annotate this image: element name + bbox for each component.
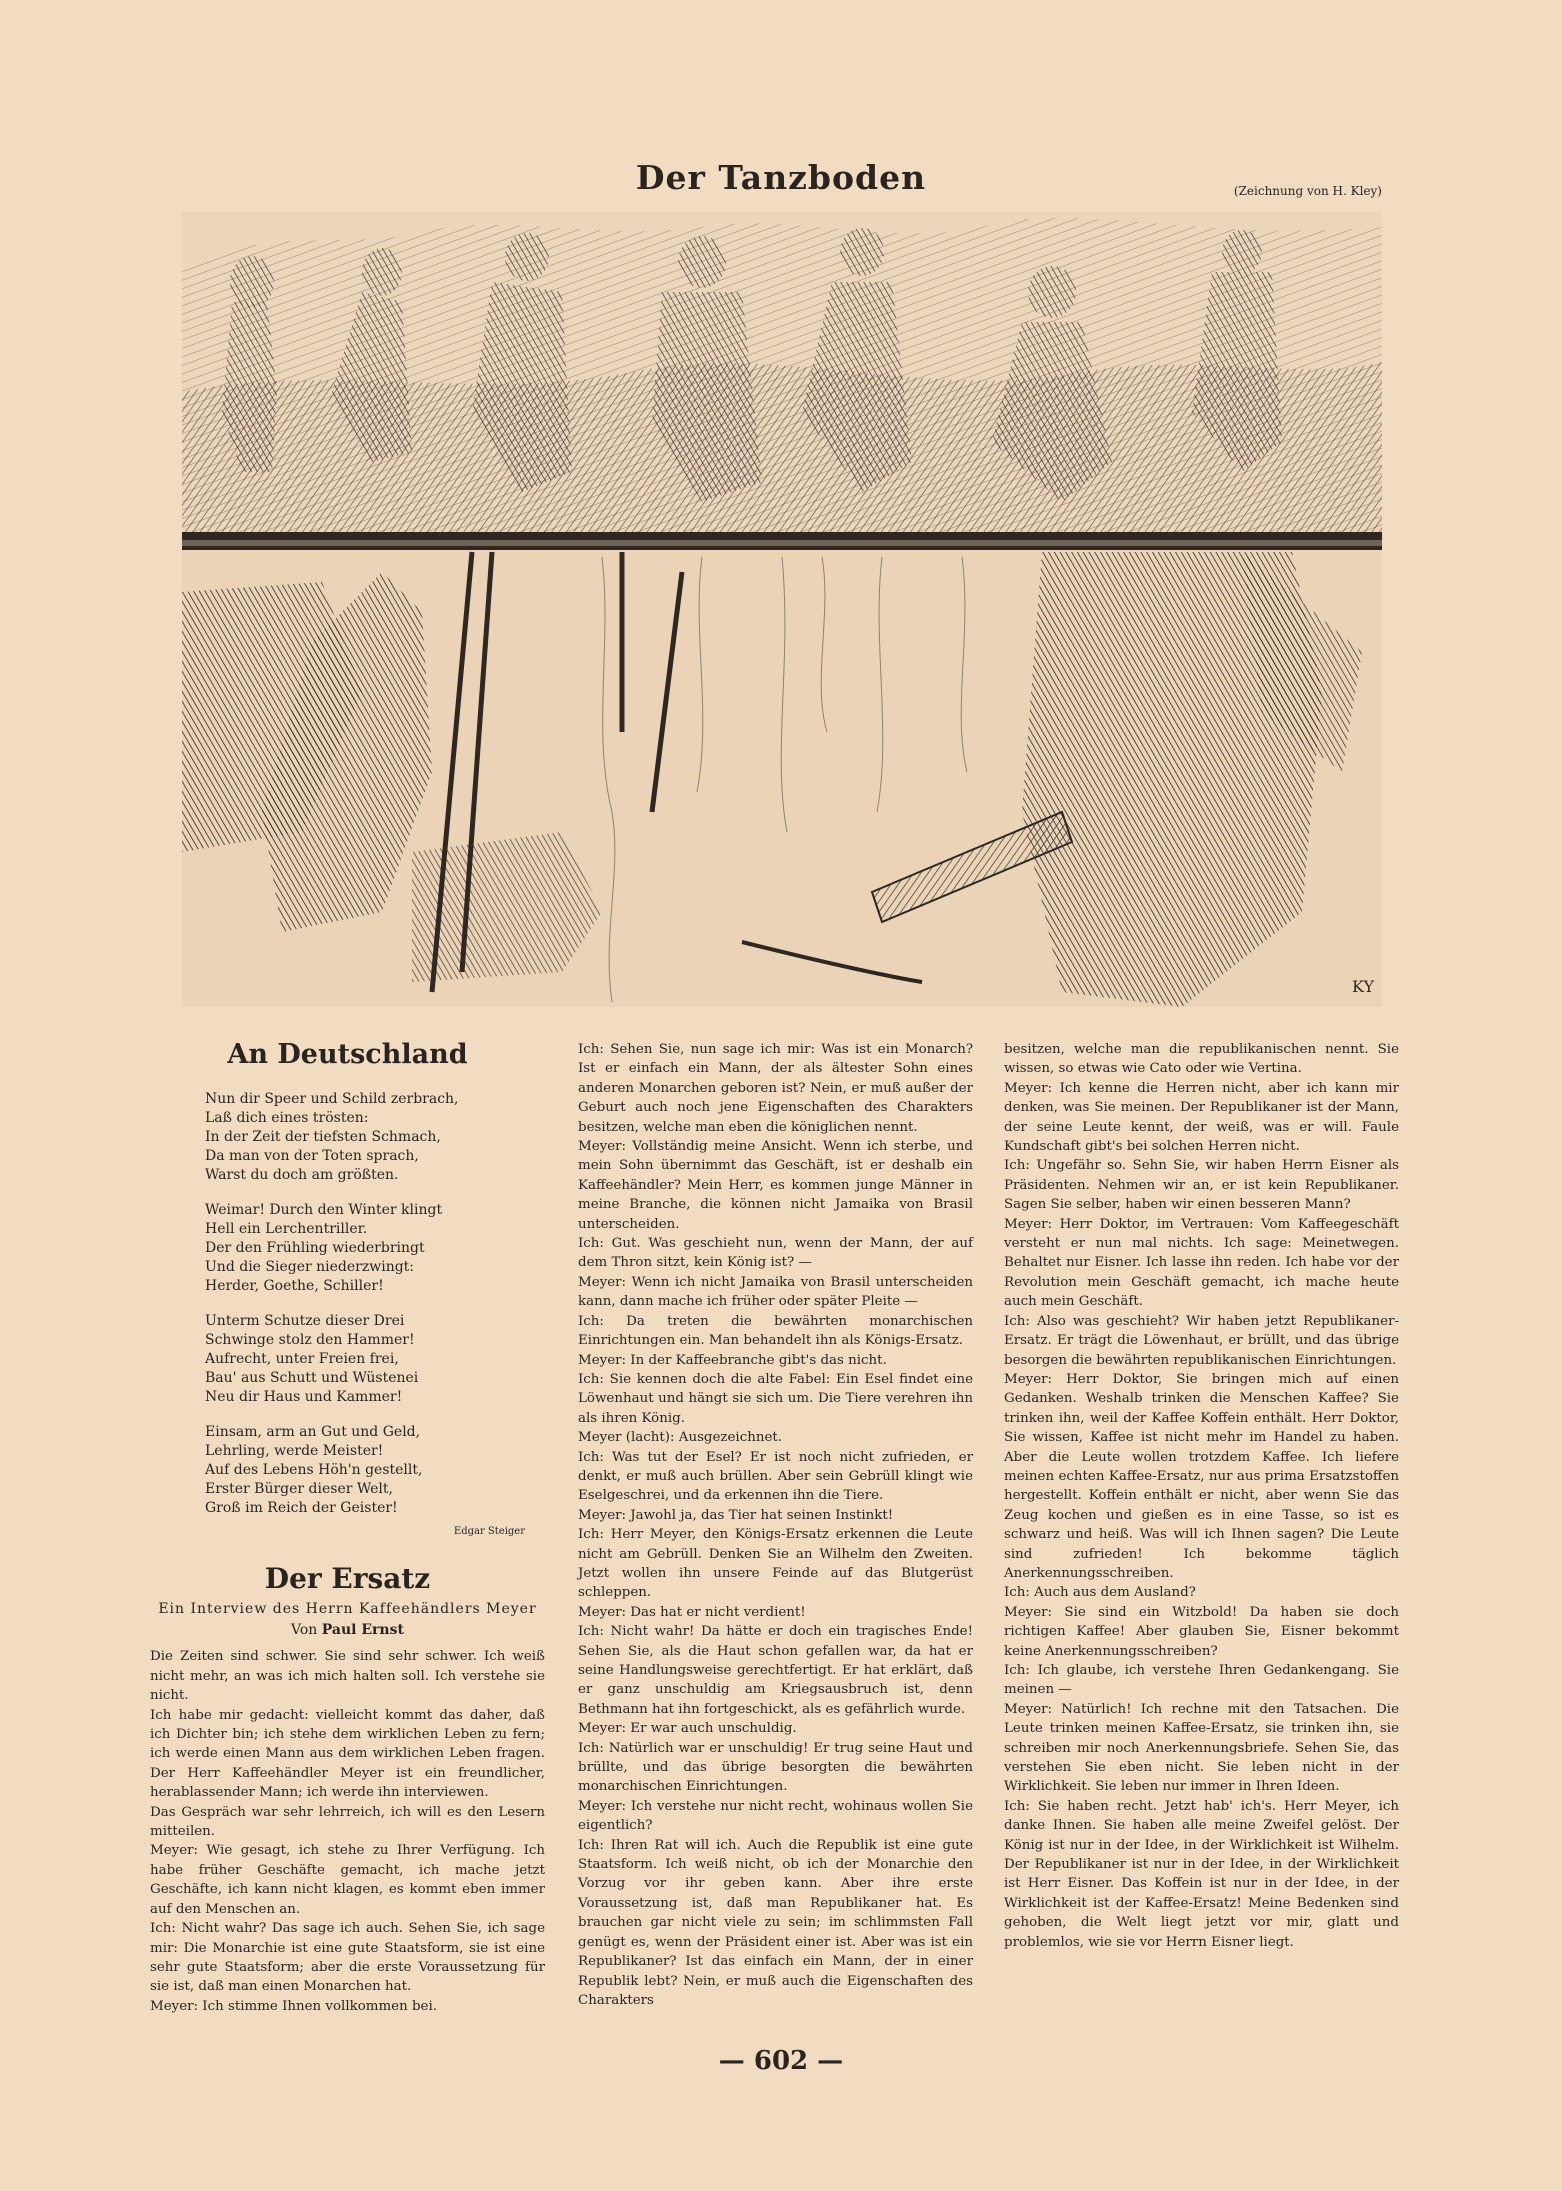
poem-line: Und die Sieger niederzwingt: (205, 1259, 415, 1275)
poem-line: Da man von der Toten sprach, (205, 1148, 419, 1164)
poem-line: Einsam, arm an Gut und Geld, (205, 1424, 421, 1440)
article-paragraph: Meyer: Ich stimme Ihnen vollkommen bei. (150, 1998, 438, 2014)
article-byline (150, 1619, 545, 1641)
article-paragraph: Ich habe mir gedacht: vielleicht kommt das daher, daß ich Dichter bin; ich stehe dem wirklichen Leben zu fern; ich werde einen Mann aus dem wirklichen Leben fragen. Der Herr Kaffeehändler Meyer ist ein freundlicher, herablassender Mann; ich werde ihn interviewen. (150, 1707, 545, 1801)
poem-line: Nun dir Speer und Schild zerbrach, (205, 1091, 459, 1107)
poem-line: Erster Bürger dieser Welt, (205, 1481, 393, 1497)
illustration-title: Der Tanzboden (635, 158, 927, 197)
article-paragraph: Meyer: Wenn ich nicht Jamaika von Brasil unterscheiden kann, dann mache ich früher oder später Pleite — (578, 1274, 973, 1310)
poem-line: Hell ein Lerchentriller. (205, 1221, 368, 1237)
article-paragraph: Meyer (lacht): Ausgezeichnet. (578, 1430, 783, 1446)
article-title: Der Ersatz (264, 1562, 431, 1596)
article-paragraph: Meyer: Wie gesagt, ich stehe zu Ihrer Verfügung. Ich habe früher Geschäfte gemacht, ich mache jetzt Geschäfte, ich kann nicht klagen, es kommt eben immer auf den Menschen an. (150, 1843, 545, 1917)
article-paragraph: Ich: Ich glaube, ich verstehe Ihren Gedankengang. Sie meinen — (1004, 1663, 1399, 1698)
poem-line: Herder, Goethe, Schiller! (205, 1278, 384, 1294)
article-paragraph: Die Zeiten sind schwer. Sie sind sehr schwer. Ich weiß nicht mehr, an was ich mich halten soll. Ich verstehe sie nicht. (150, 1649, 545, 1704)
article-paragraph: Ich: Natürlich war er unschuldig! Er trug seine Haut und brüllte, und das übrige besorgten die bewährten monarchischen Einrichtungen. (578, 1740, 973, 1795)
article-paragraph: Ich: Sie kennen doch die alte Fabel: Ein Esel findet eine Löwenhaut und hängt sie sich um. Die Tiere verehren ihn als ihren König. (578, 1371, 973, 1426)
poem-stanza (205, 1090, 545, 1185)
article-paragraph: Ich: Da treten die bewährten monarchischen Einrichtungen ein. Man behandelt ihn als Königs-Ersatz. (578, 1313, 973, 1349)
article-paragraph: Ich: Also was geschieht? Wir haben jetzt Republikaner-Ersatz. Er trägt die Löwenhaut, er brüllt, und das übrige besorgen die bewährten republikanischen Einrichtungen. (1004, 1313, 1399, 1368)
article-paragraph: Meyer: Ich verstehe nur nicht recht, wohinaus wollen Sie eigentlich? (578, 1798, 973, 1834)
poem-line: Auf des Lebens Höh'n gestellt, (205, 1462, 423, 1478)
article-paragraph: Ich: Ihren Rat will ich. Auch die Republik ist eine gute Staatsform. Ich weiß nicht, ob ich der Monarchie den Vorzug vor ihr geben kann. Aber ihre erste Voraussetzung ist, daß man Republikaner hat. Es brauchen gar nicht viele zu sein; im schlimmsten Fall genügt es, wenn der Präsident einer ist. Aber was ist ein Republikaner? Ist das einfach ein Mann, der in einer Republik lebt? Nein, er muß auch die Eigenschaften des Charakters (578, 1837, 973, 2008)
poem-line: Laß dich eines trösten: (205, 1110, 369, 1126)
article-subtitle: Ein Interview des Herrn Kaffeehändlers Meyer (158, 1601, 537, 1618)
article-paragraph: Meyer: Sie sind ein Witzbold! Da haben sie doch richtigen Kaffee! Aber glauben Sie, Eisner bekommt keine Anerkennungsschreiben? (1004, 1604, 1399, 1659)
article-paragraph: Das Gespräch war sehr lehrreich, ich will es den Lesern mitteilen. (150, 1804, 545, 1840)
article-paragraph: Ich: Ungefähr so. Sehn Sie, wir haben Herrn Eisner als Präsidenten. Nehmen wir an, er ist kein Republikaner. Sagen Sie selber, haben wir einen besseren Mann? (1004, 1158, 1399, 1213)
illustration-credit: (Zeichnung von H. Kley) (1233, 184, 1382, 198)
poem-stanza (205, 1423, 545, 1518)
poem-stanza (205, 1201, 545, 1296)
article-paragraph: Meyer: Vollständig meine Ansicht. Wenn ich sterbe, und mein Sohn übernimmt das Geschäft, ist er deshalb ein Kaffeehändler? Mein Herr, es kommen junge Männer in meine Branche, die können nicht Jamaika von Brasil unterscheiden. (578, 1139, 973, 1232)
byline-prefix: Von (291, 1622, 318, 1639)
article-paragraph: Ich: Was tut der Esel? Er ist noch nicht zufrieden, er denkt, er muß auch brüllen. Aber sein Gebrüll klingt wie Eselgeschrei, und da erkennen ihn die Tiere. (578, 1449, 973, 1504)
poem-line: In der Zeit der tiefsten Schmach, (205, 1129, 441, 1145)
poem-line: Bau' aus Schutt und Wüstenei (205, 1370, 419, 1386)
poem-author: Edgar Steiger (453, 1526, 525, 1537)
article-paragraph: besitzen, welche man die republikanischen nennt. Sie wissen, so etwas wie Cato oder wie Vertina. (1004, 1042, 1399, 1077)
poem-line: Unterm Schutze dieser Drei (205, 1313, 405, 1329)
article-paragraph: Meyer: Herr Doktor, Sie bringen mich auf einen Gedanken. Weshalb trinken die Menschen Kaffee? Sie trinken ihn, weil der Kaffee Koffein enthält. Herr Doktor, Sie wissen, Kaffee ist nicht mehr im Handel zu haben. Aber die Leute wollen trotzdem Kaffee. Ich liefere meinen echten Kaffee-Ersatz, nur aus prima Ersatzstoffen hergestellt. Koffein enthält er nicht, aber wenn Sie das Zeug kochen und gießen es in eine Tasse, so ist es schwarz und heiß. Was will ich Ihnen sagen? Die Leute sind zufrieden! Ich bekomme täglich Anerkennungsschreiben. (1004, 1371, 1399, 1581)
poem-line: Schwinge stolz den Hammer! (205, 1332, 415, 1348)
poem-line: Lehrling, werde Meister! (205, 1443, 384, 1459)
article-paragraph: Ich: Sie haben recht. Jetzt hab' ich's. Herr Meyer, ich danke Ihnen. Sie haben alle meine Zweifel gelöst. Der König ist nur in der Idee, in der Wirklichkeit ist Wilhelm. Der Republikaner ist nur in der Idee, in der Wirklichkeit ist Herr Eisner. Das Koffein ist nur in der Idee, in der Wirklichkeit ist der Kaffee-Ersatz! Meine Bedenken sind gehoben, die Welt liegt jetzt vor mir, glatt und problemlos, wie sie vor Herrn Eisner liegt. (1004, 1798, 1399, 1950)
article-paragraph: Meyer: Das hat er nicht verdient! (578, 1604, 806, 1620)
byline-author: Paul Ernst (321, 1622, 404, 1639)
article-paragraph: Ich: Nicht wahr! Da hätte er doch ein tragisches Ende! Sehen Sie, als die Haut schon gefallen war, da hat er seine Handlungsweise gerechtfertigt. Er hat erklärt, daß er ganz unschuldig am Kriegsausbruch ist, denn Bethmann hat ihn fortgeschickt, als es gefährlich wurde. (578, 1624, 973, 1717)
poem-line: Warst du doch am größten. (205, 1167, 399, 1183)
illustration-drawing (182, 212, 1382, 1007)
article-paragraph: Meyer: Jawohl ja, das Tier hat seinen Instinkt! (578, 1507, 894, 1523)
poem-line: Aufrecht, unter Freien frei, (205, 1351, 399, 1367)
article-paragraph: Meyer: Er war auch unschuldig. (578, 1721, 797, 1737)
article-paragraph: Meyer: Herr Doktor, im Vertrauen: Vom Kaffeegeschäft versteht er nun mal nichts. Ich sage: Meinetwegen. Behaltet nur Eisner. Ich lasse ihn reden. Ich habe vor der Revolution mein Geschäft gemacht, ich mache heute auch mein Geschäft. (1004, 1216, 1399, 1310)
dance-floor-illustration (182, 212, 1382, 1007)
article-paragraph: Meyer: Natürlich! Ich rechne mit den Tatsachen. Die Leute trinken meinen Kaffee-Ersatz, sie trinken ihn, sie schreiben mir noch Anerkennungsbriefe. Sehen Sie, das verstehen Sie eben nicht. Sie leben nicht in der Wirklichkeit. Sie leben nur immer in Ihren Ideen. (1004, 1701, 1399, 1795)
poem-line: Groß im Reich der Geister! (205, 1500, 398, 1516)
page-number: — 602 — (718, 2046, 844, 2076)
column-left (150, 1040, 545, 2016)
poem-line: Neu dir Haus und Kammer! (205, 1389, 403, 1405)
article-paragraph: Meyer: In der Kaffeebranche gibt's das nicht. (578, 1352, 887, 1368)
article-paragraph: Ich: Nicht wahr? Das sage ich auch. Sehen Sie, ich sage mir: Die Monarchie ist eine gute Staatsform, sie ist eine sehr gute Staatsform; aber die erste Voraussetzung für sie ist, daß man einen Monarchen hat. (150, 1921, 545, 1995)
poem-stanza (205, 1312, 545, 1407)
artist-signature: KY (1352, 977, 1375, 996)
column-middle (578, 1040, 973, 2010)
poem-title: An Deutschland (227, 1039, 468, 1070)
article-paragraph: Ich: Gut. Was geschieht nun, wenn der Mann, der auf dem Thron sitzt, kein König ist? — (578, 1236, 973, 1271)
article-paragraph: Ich: Sehen Sie, nun sage ich mir: Was ist ein Monarch? Ist er einfach ein Mann, der als ältester Sohn eines anderen Monarchen geboren ist? Nein, er muß außer der Geburt auch noch jene Eigenschaften des Charakters besitzen, welche man eben die königlichen nennt. (578, 1042, 973, 1135)
article-paragraph: Meyer: Ich kenne die Herren nicht, aber ich kann mir denken, was Sie meinen. Der Republikaner ist der Mann, der seine Leute kennt, der weiß, was er will. Faule Kundschaft gibt's bei solchen Herren nicht. (1004, 1080, 1399, 1155)
article-paragraph: Ich: Auch aus dem Ausland? (1004, 1585, 1196, 1601)
poem-line: Der den Frühling wiederbringt (205, 1240, 425, 1256)
poem-line: Weimar! Durch den Winter klingt (205, 1202, 443, 1218)
article-paragraph: Ich: Herr Meyer, den Königs-Ersatz erkennen die Leute nicht am Gebrüll. Denken Sie an Wilhelm den Zweiten. Jetzt wollen ihn unsere Feinde auf das Blutgerüst schleppen. (578, 1527, 973, 1601)
column-right (1004, 1040, 1399, 1952)
